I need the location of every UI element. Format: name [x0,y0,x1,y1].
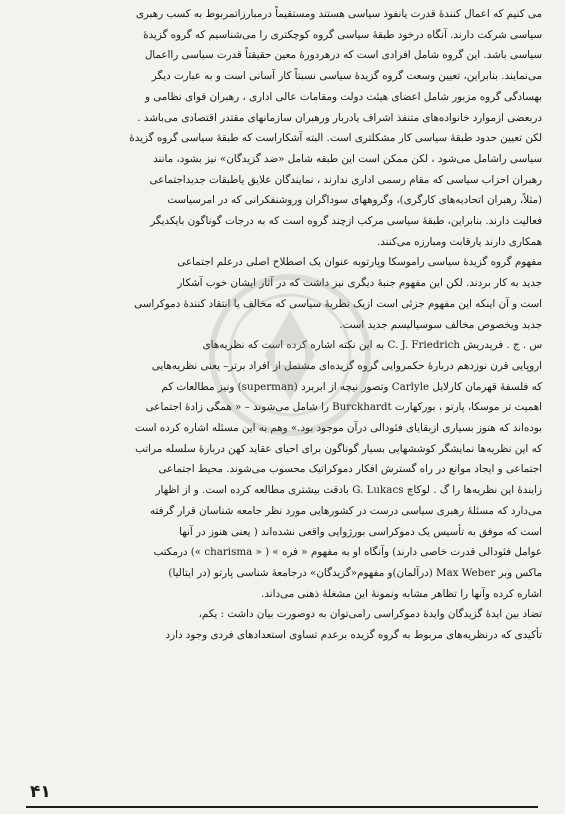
body-text [24,4,542,646]
text-line: است و آن اینکه این مفهوم جزئی است ازیک نظریهٔ سیاسی که مخالف یا انتقاد کنندهٔ دموکراسی [134,297,542,310]
text-line: اروپایی قرن نوزدهم دربارهٔ حکمروایی گروه گزیده‌ای مشتمل از افراد برتر– یعنی نظریه‌هایی [151,359,542,372]
text-line: می‌نمایند. بنابراین، تعیین وسعت گروه گزیدهٔ سیاسی نسبتاً کار آسانی است و به عبارت دیگر [151,70,542,83]
text-line: زایندهٔ این نظریه‌ها را گ . لوکاچ G. Lukacs بادقت بیشتری مطالعه کرده است. و از اظهار [155,484,542,497]
text-line: (مثلاً، رهبران اتحادیه‌های کارگری)، وگروههای سوداگران وروشنفکرانی که در امرسیاست [167,194,542,207]
text-line: سیاسی شرکت دارند. آنگاه درخود طبقهٔ سیاسی گروه کوچکتری را می‌شناسیم که گروه گزیدهٔ [143,28,542,41]
text-line: می کنیم که اعمال کنندهٔ قدرت یانفوذ سیاسی هستند ومستقیماً درمبارزاتمربوط به کسب رهبری [135,8,542,20]
text-line: تضاد بین ایدهٔ گزیدگان وایدهٔ دموکراسی رامی‌توان به دوصورت بیان داشت : یکم، [198,608,542,621]
text-line: می‌دارد که مسئلهٔ رهبری سیاسی درست در کشورهایی مورد نظر جامعه شناسان قرار گرفته [149,504,542,517]
text-line: س . ج . فریدریش C. J. Friedrich به این نکته اشاره کرده است که نظریه‌های [202,339,542,352]
text-line: است که موفق به تأسیس یک دموکراسی بورژوایی واقعی نشده‌اند ( یعنی هنوز در آنها [179,525,542,538]
text-line: اشاره کرده وآنها را تظاهر مشابه ونمونهٔ این مشغلهٔ ذهنی می‌داند. [261,587,542,600]
text-line: بهسادگی گروه مزبور شامل اعضای هیئت دولت ومقامات عالی اداری ، رهبران قوای نظامی و [144,90,542,103]
page-number: ۴۱ [30,782,51,802]
text-line: فعالیت دارند. بنابراین، طبقهٔ سیاسی مرکب ازچند گروه است که به درجات گوناگون بایکدیگر [150,215,542,228]
text-line: که این نظریه‌ها نمایشگر کوششهایی بسیار گوناگون برای احیای عقاید کهن دربارهٔ سلسله مراتب [135,442,542,455]
bottom-rule [26,806,538,808]
text-line: اهمیت تر موسکا، پارتو ، بورکهارت Burckhardt را شامل می‌شوند – « همگی زادهٔ اجتماعی [145,401,542,414]
text-line: اجتماعی و ایجاد موانع در راه گسترش افکار دموکراتیک محسوب می‌شوند. محیط اجتماعی [158,463,542,476]
text-line: سیاسی راشامل می‌شود ، لکن ممکن است این طبقه شامل «ضد گزیدگان» نیز بشود، مانند [153,152,542,165]
text-line: جدید ویخصوص مخالف سوسیالیسم جدید است. [339,318,542,331]
paragraph-3 [24,335,542,604]
text-line: رهبران احزاب سیاسی که مقام رسمی اداری ندارند ، نمایندگان علایق یاطبقات جدیداجتماعی [149,173,542,186]
text-line: لکن تعیین حدود طبقهٔ سیاسی کار مشکلتری است. البته آشکاراست که طبقهٔ سیاسی گروه گزیدهٔ [129,132,542,145]
text-line: همکاری دارند یارقابت ومبارزه می‌کنند. [377,235,542,248]
text-line: دربعضی ازموارد خانواده‌های متنفذ اشراف یادربار ورهبران سازمانهای مقتدر اقتصادی می‌باشد . [137,111,542,124]
paragraph-1 [24,4,542,252]
text-line: مفهوم گروه گزیدهٔ سیاسی راموسکا وپارتوبه عنوان یک اصطلاح اصلی درعلم اجتماعی [177,256,542,269]
text-line: جدید به کار بردند. لکن این مفهوم جنبهٔ دیگری نیز داشت که در آثار ایشان خوب آشکار [177,277,542,290]
paragraph-4 [24,604,542,645]
text-line: سیاسی باشد. این گروه شامل افرادی است که درهردورهٔ معین حقیقتاً قدرت سیاسی رااعمال [144,49,542,62]
paragraph-2 [24,252,542,335]
text-line: ماکس وبر Max Weber (درآلمان)و مفهوم«گزیدگان» درجامعهٔ شناسی پارتو (در ایتالیا) [168,566,542,579]
text-line: تأکیدی که درنظریه‌های مربوط به گروه گزیده برعدم تساوی استعدادهای فردی وجود دارد [165,629,542,642]
text-line: که فلسفهٔ قهرمان کارلایل Carlyle وتصور نیچه از ابربرد (superman) ونیز مطالعات کم [161,380,542,393]
text-line: عوامل فئودالی قدرت خاصی دارند) وآنگاه او به مفهوم « فره » ( « charisma ») درمکتب [153,546,542,559]
text-line: بوده‌اند که هنوز بسیاری ازبقایای فئودالی درآن موجود بود.» وهم به این مسئله اشاره کرده است [134,422,542,435]
